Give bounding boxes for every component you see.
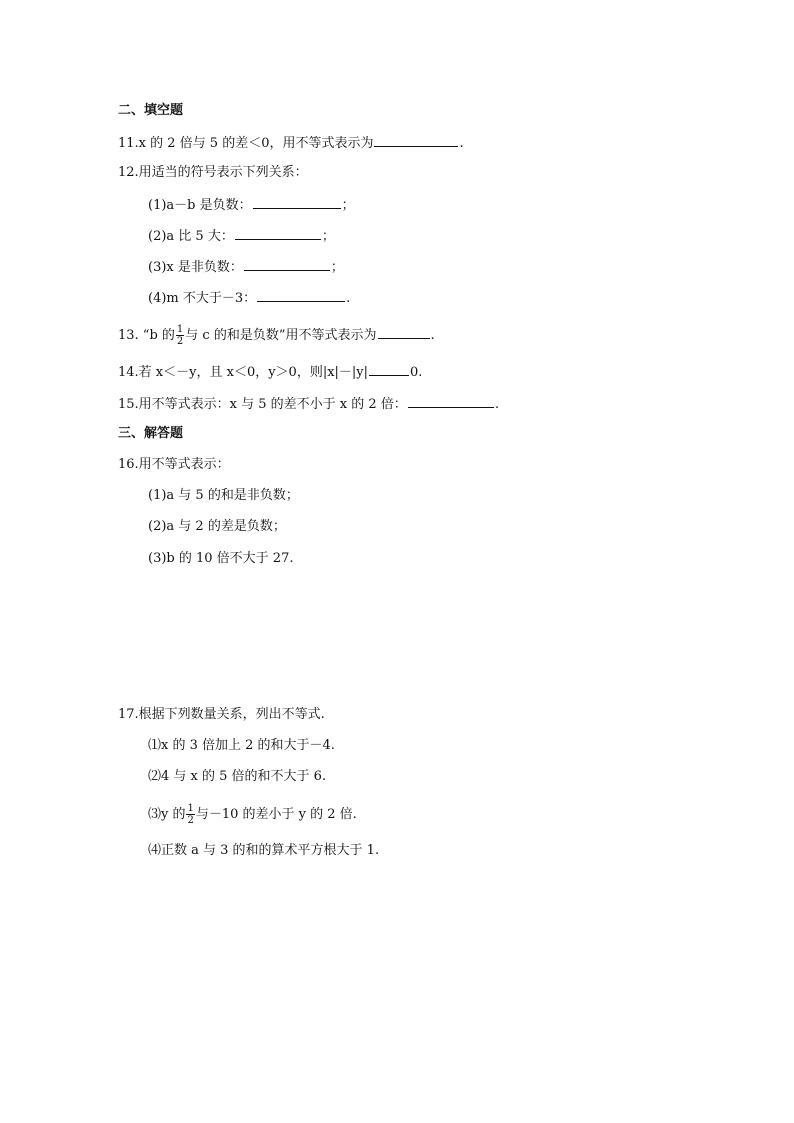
item-text: ⑶y 的	[148, 807, 186, 822]
question-11	[118, 133, 464, 153]
answer-blank[interactable]	[408, 394, 494, 408]
fraction-numerator: 1	[176, 324, 184, 335]
question-15	[118, 394, 499, 414]
item-end: ；	[341, 198, 355, 213]
question-13-pre: 13. “b 的	[118, 328, 175, 343]
item-text: (1)a－b 是负数：	[148, 198, 252, 213]
answer-blank[interactable]	[378, 325, 430, 339]
question-17-item-4: ⑷正数 a 与 3 的和的算术平方根大于 1.	[148, 843, 380, 858]
fraction-denominator: 2	[187, 815, 194, 826]
question-14-pre: 14.若 x＜－y，且 x＜0，y＞0，则|x|－|y|	[118, 365, 369, 380]
question-13	[118, 324, 435, 347]
question-12-item-2	[148, 226, 335, 246]
item-end: .	[346, 291, 351, 306]
item-text: (3)x 是非负数：	[148, 260, 243, 275]
question-12-item-3	[148, 257, 344, 277]
item-text: 与－10 的差小于 y 的 2 倍.	[195, 807, 357, 822]
question-11-text: 11.x 的 2 倍与 5 的差＜0，用不等式表示为	[118, 136, 374, 151]
question-15-end: .	[494, 397, 499, 412]
question-17-item-2: ⑵4 与 x 的 5 倍的和不大于 6.	[148, 769, 327, 784]
question-12-item-4	[148, 288, 350, 308]
fraction	[186, 803, 194, 826]
fraction-numerator: 1	[187, 803, 194, 814]
question-16-item-2: (2)a 与 2 的差是负数；	[148, 519, 286, 534]
answer-blank[interactable]	[235, 226, 321, 240]
question-15-text: 15.用不等式表示：x 与 5 的差不小于 x 的 2 倍：	[118, 397, 407, 412]
question-16-stem: 16.用不等式表示：	[118, 457, 230, 472]
answer-blank[interactable]	[374, 133, 458, 147]
question-12-item-1	[148, 195, 355, 215]
question-13-end: .	[430, 328, 435, 343]
question-11-end: .	[459, 136, 464, 151]
section-heading-fill: 二、填空题	[118, 103, 184, 118]
question-12-stem: 12.用适当的符号表示下列关系：	[118, 165, 308, 180]
question-14	[118, 362, 422, 382]
section-heading-solve: 三、解答题	[118, 426, 184, 441]
answer-blank[interactable]	[257, 288, 345, 302]
fraction-denominator: 2	[176, 336, 184, 347]
question-14-end: 0.	[410, 365, 423, 380]
question-16-item-1: (1)a 与 5 的和是非负数；	[148, 488, 299, 503]
answer-blank[interactable]	[369, 362, 409, 376]
question-17-item-1: ⑴x 的 3 倍加上 2 的和大于－4.	[148, 738, 335, 753]
question-17-item-3	[148, 803, 357, 826]
question-16-item-3: (3)b 的 10 倍不大于 27.	[148, 551, 294, 566]
answer-blank[interactable]	[244, 257, 330, 271]
answer-blank[interactable]	[253, 195, 341, 209]
item-text: (4)m 不大于－3：	[148, 291, 257, 306]
item-end: ；	[330, 260, 344, 275]
question-13-post: 与 c 的和是负数”用不等式表示为	[185, 328, 377, 343]
item-end: ；	[321, 229, 335, 244]
fraction	[176, 324, 184, 347]
question-17-stem: 17.根据下列数量关系，列出不等式.	[118, 707, 325, 722]
item-text: (2)a 比 5 大：	[148, 229, 234, 244]
